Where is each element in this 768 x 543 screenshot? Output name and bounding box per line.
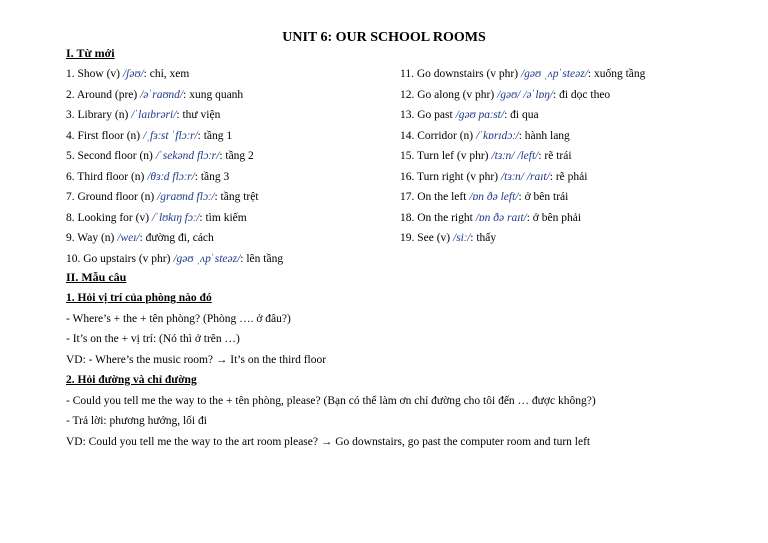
subsection-heading: 1. Hỏi vị trí của phòng nào đó: [66, 292, 212, 304]
vocab-item: [66, 187, 396, 208]
vocab-term: 2. Around (pre): [66, 88, 141, 101]
vocab-meaning: : lên tầng: [240, 252, 284, 265]
vocab-meaning: : tầng trệt: [214, 191, 259, 203]
text-line: - Could you tell me the way to the + tên phòng, please? (Bạn có thể làm ơn chỉ đường cho tôi đến … được không?): [66, 394, 596, 407]
vocab-meaning: : hành lang: [518, 129, 570, 142]
vocab-pronunciation: /əˈraʊnd/: [140, 88, 184, 101]
vocab-meaning: : rẽ phải: [549, 170, 588, 183]
section-heading-sentence-patterns: II. Mẫu câu: [66, 270, 127, 284]
vocab-pronunciation: /siː/: [453, 232, 471, 244]
vocab-pronunciation: /θɜːd flɔːr/: [147, 170, 195, 183]
vocab-meaning: : rẽ trái: [538, 150, 572, 162]
vocab-term: 15. Turn lef (v phr): [400, 150, 492, 162]
vocab-meaning: : xung quanh: [183, 88, 244, 101]
vocab-item: [66, 167, 396, 188]
vocab-pronunciation: /graʊnd flɔː/: [157, 191, 215, 203]
vocab-term: 17. On the left: [400, 191, 470, 203]
vocab-pronunciation: /gəʊ pɑːst/: [455, 109, 505, 121]
vocab-meaning: : xuống tầng: [587, 68, 646, 80]
vocab-item: [400, 85, 760, 106]
vocab-term: 4. First floor (n): [66, 129, 143, 142]
vocab-meaning: : ở bên phải: [526, 211, 582, 224]
vocab-pronunciation: /ˈsekənd flɔːr/: [155, 150, 220, 162]
vocab-meaning: : tìm kiếm: [199, 211, 247, 224]
vocab-item: [400, 167, 760, 188]
vocab-pronunciation: /ɒn ðə left/: [469, 191, 519, 203]
vocab-item: [400, 208, 760, 229]
vocab-pronunciation: /ɒn ðə raɪt/: [475, 211, 527, 224]
vocab-meaning: : tầng 3: [194, 170, 230, 183]
vocab-item: [66, 64, 396, 85]
vocab-item: [66, 85, 396, 106]
vocab-pronunciation: /weɪ/: [117, 232, 140, 244]
vocab-meaning: : tầng 1: [197, 129, 233, 142]
vocab-term: 11. Go downstairs (v phr): [400, 68, 521, 80]
vocab-term: 7. Ground floor (n): [66, 191, 158, 203]
vocab-pronunciation: /gəʊ ˌʌpˈsteəz/: [520, 68, 588, 80]
vocab-term: 6. Third floor (n): [66, 170, 148, 183]
vocab-pronunciation: /gəʊ ˌʌpˈsteəz/: [173, 252, 241, 265]
text-line: - Where’s + the + tên phòng? (Phòng …. ở đâu?): [66, 312, 291, 325]
vocab-term: 5. Second floor (n): [66, 150, 156, 162]
vocab-term: 13. Go past: [400, 109, 456, 121]
vocab-term: 10. Go upstairs (v phr): [66, 252, 174, 265]
vocabulary-column-right: [400, 64, 760, 249]
vocab-item: [400, 64, 760, 85]
vocab-item: [400, 126, 760, 147]
vocab-pronunciation: /ˌfɜːst ˈflɔːr/: [142, 129, 198, 142]
vocab-pronunciation: /gəʊ/ /əˈlɒŋ/: [497, 88, 554, 101]
vocab-pronunciation: /ˈlʊkɪŋ fɔː/: [151, 211, 200, 224]
vocab-item: [400, 105, 760, 126]
vocab-meaning: : ở bên trái: [518, 191, 569, 203]
vocab-term: 8. Looking for (v): [66, 211, 152, 224]
vocab-meaning: : thư viện: [176, 109, 221, 121]
vocab-meaning: : tầng 2: [219, 150, 254, 162]
subsection-heading: 2. Hỏi đường và chỉ đường: [66, 374, 197, 386]
vocab-term: 12. Go along (v phr): [400, 88, 498, 101]
vocab-item: [400, 146, 760, 167]
vocab-item: [66, 228, 396, 249]
vocab-meaning: : đi dọc theo: [553, 88, 611, 101]
vocabulary-column-left: [66, 64, 396, 269]
vocab-item: [66, 105, 396, 126]
vocab-term: 14. Corridor (n): [400, 129, 477, 142]
section-heading-vocabulary: I. Từ mới: [66, 46, 115, 60]
vocab-pronunciation: /ˈlaɪbrəri/: [131, 109, 177, 121]
vocab-term: 9. Way (n): [66, 232, 118, 244]
vocab-term: 18. On the right: [400, 211, 476, 224]
vocab-item: [400, 187, 760, 208]
sentence-pattern-list: [66, 288, 756, 452]
vocab-item: [66, 208, 396, 229]
vocab-pronunciation: /tɜːn/ /raɪt/: [500, 170, 550, 183]
text-line: - Trả lời: phương hướng, lối đi: [66, 415, 207, 427]
vocab-term: 16. Turn right (v phr): [400, 170, 501, 183]
vocab-pronunciation: /tɜːn/ /left/: [491, 150, 539, 162]
vocab-meaning: : đường đi, cách: [139, 232, 214, 244]
text-line: VD: - Where’s the music room? → It’s on the third floor: [66, 353, 327, 366]
vocab-item: [66, 126, 396, 147]
vocab-term: 3. Library (n): [66, 109, 132, 121]
text-line: VD: Could you tell me the way to the art room please? → Go downstairs, go past the computer room and turn left: [66, 435, 591, 448]
vocab-item: [66, 249, 396, 270]
vocab-term: 1. Show (v): [66, 68, 123, 80]
vocab-meaning: : thấy: [470, 232, 497, 244]
text-line: - It’s on the + vị trí: (Nó thì ở trên …): [66, 333, 240, 345]
vocab-meaning: : chỉ, xem: [143, 68, 190, 80]
vocab-item: [400, 228, 760, 249]
vocab-item: [66, 146, 396, 167]
vocab-pronunciation: /ˈkɒrɪdɔː/: [476, 129, 519, 142]
vocab-pronunciation: /ʃəʊ/: [122, 68, 144, 80]
vocab-meaning: : đi qua: [504, 109, 539, 121]
document-title: UNIT 6: OUR SCHOOL ROOMS: [282, 30, 486, 45]
vocab-term: 19. See (v): [400, 232, 454, 244]
